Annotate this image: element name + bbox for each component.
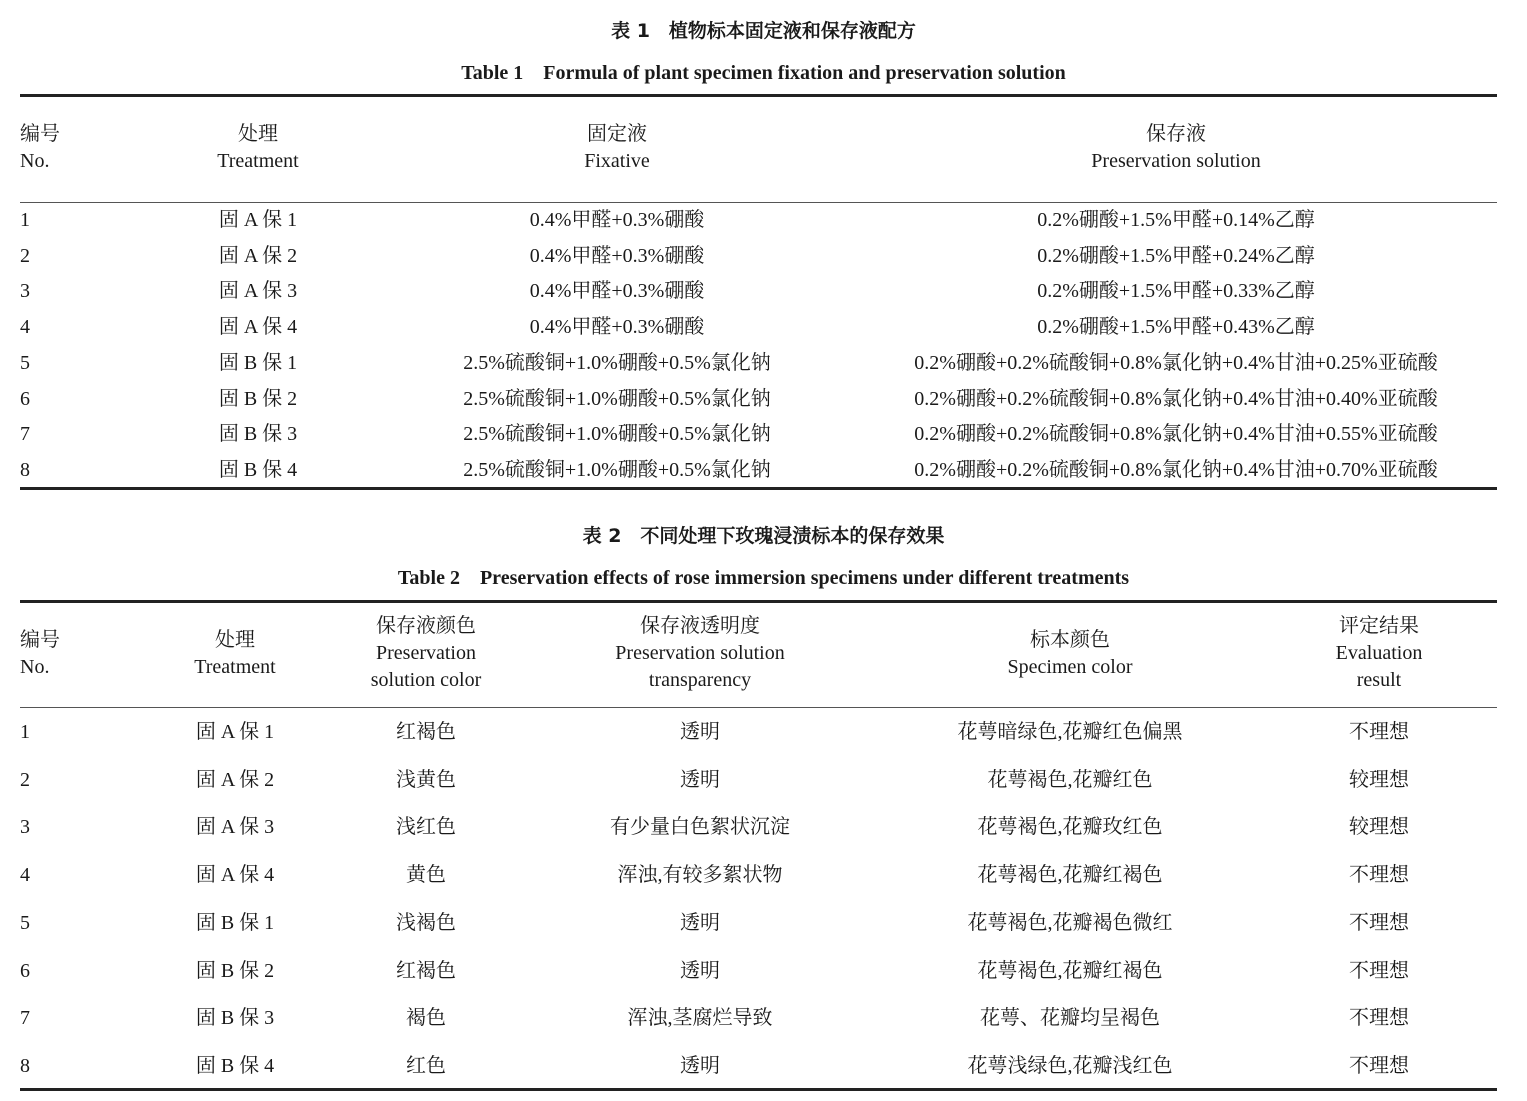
header-evaluation-en2: result	[1356, 669, 1402, 691]
header-no-cn: 编号	[20, 629, 60, 651]
header-treatment-cn: 处理	[237, 123, 278, 145]
cell-no: 1	[20, 721, 30, 743]
cell-transparency: 透明	[680, 911, 720, 934]
header-evaluation	[1336, 613, 1423, 694]
table-row	[0, 209, 1527, 239]
table-row	[0, 280, 1527, 310]
cell-specimen-color: 花萼、花瓣均呈褐色	[980, 1007, 1160, 1030]
cell-evaluation-result: 较理想	[1349, 816, 1409, 839]
cell-treatment: 固 A 保 3	[218, 280, 298, 303]
table-2-caption-cn: 表 2 不同处理下玫瑰浸渍标本的保存效果	[582, 525, 945, 547]
cell-evaluation-result: 不理想	[1349, 721, 1409, 743]
cell-treatment: 固 B 保 2	[218, 387, 298, 410]
table-row	[0, 960, 1527, 990]
header-solution-color-cn: 保存液颜色	[375, 615, 476, 637]
cell-evaluation-result: 不理想	[1349, 1054, 1409, 1077]
cell-specimen-color: 花萼褐色,花瓣红色	[987, 768, 1153, 791]
cell-preservation: 0.2%硼酸+0.2%硫酸铜+0.8%氯化钠+0.4%甘油+0.70%亚硫酸	[914, 458, 1438, 481]
header-transparency-cn: 保存液透明度	[640, 615, 760, 637]
cell-fixative: 0.4%甲醛+0.3%硼酸	[529, 244, 705, 267]
cell-no: 3	[20, 816, 30, 839]
header-evaluation-en1: Evaluation	[1335, 642, 1423, 664]
cell-solution-color: 褐色	[406, 1007, 446, 1030]
table-2-header-rule	[20, 707, 1497, 708]
header-specimen-color-en: Specimen color	[1007, 656, 1133, 678]
cell-no: 6	[20, 959, 30, 982]
cell-no: 4	[20, 864, 30, 887]
cell-solution-color: 红色	[406, 1054, 446, 1077]
cell-preservation: 0.2%硼酸+1.5%甲醛+0.43%乙醇	[1037, 316, 1315, 339]
cell-solution-color: 浅黄色	[396, 768, 456, 791]
cell-no: 6	[20, 387, 30, 410]
cell-treatment: 固 B 保 4	[195, 1054, 275, 1077]
cell-solution-color: 浅红色	[396, 816, 456, 839]
cell-transparency: 透明	[680, 959, 720, 982]
header-treatment	[217, 121, 298, 175]
table-1-caption-cn: 表 1 植物标本固定液和保存液配方	[611, 20, 916, 42]
cell-treatment: 固 B 保 1	[218, 351, 298, 374]
header-no	[20, 121, 60, 175]
cell-treatment: 固 A 保 2	[218, 244, 298, 267]
cell-evaluation-result: 较理想	[1349, 768, 1409, 791]
cell-fixative: 2.5%硫酸铜+1.0%硼酸+0.5%氯化钠	[463, 387, 771, 410]
cell-preservation: 0.2%硼酸+0.2%硫酸铜+0.8%氯化钠+0.4%甘油+0.40%亚硫酸	[914, 387, 1438, 410]
cell-solution-color: 浅褐色	[396, 911, 456, 934]
header-specimen-color	[1008, 627, 1133, 681]
cell-preservation: 0.2%硼酸+1.5%甲醛+0.14%乙醇	[1037, 209, 1315, 231]
cell-treatment: 固 B 保 4	[218, 458, 298, 481]
cell-specimen-color: 花萼褐色,花瓣褐色微红	[967, 911, 1173, 934]
cell-evaluation-result: 不理想	[1349, 1007, 1409, 1030]
table-row	[0, 769, 1527, 799]
table-row	[0, 352, 1527, 382]
cell-specimen-color: 花萼褐色,花瓣玫红色	[977, 816, 1163, 839]
header-preservation-en: Preservation solution	[1091, 150, 1261, 172]
cell-fixative: 0.4%甲醛+0.3%硼酸	[529, 316, 705, 339]
cell-evaluation-result: 不理想	[1349, 959, 1409, 982]
table-2-bottom-rule	[20, 1088, 1497, 1091]
table-row	[0, 388, 1527, 418]
header-solution-color-en1: Preservation	[376, 642, 476, 664]
cell-specimen-color: 花萼褐色,花瓣红褐色	[977, 959, 1163, 982]
cell-treatment: 固 B 保 3	[218, 423, 298, 446]
cell-no: 2	[20, 768, 30, 791]
cell-transparency: 透明	[680, 721, 720, 743]
header-treatment	[194, 627, 275, 681]
cell-no: 5	[20, 911, 30, 934]
header-treatment-en: Treatment	[217, 150, 299, 172]
cell-no: 8	[20, 1054, 30, 1077]
cell-treatment: 固 A 保 1	[218, 209, 298, 231]
table-row	[0, 423, 1527, 453]
cell-fixative: 0.4%甲醛+0.3%硼酸	[529, 280, 705, 303]
cell-specimen-color: 花萼褐色,花瓣红褐色	[977, 864, 1163, 887]
cell-transparency: 浑浊,茎腐烂导致	[627, 1007, 773, 1030]
cell-treatment: 固 A 保 3	[195, 816, 275, 839]
table-row	[0, 316, 1527, 346]
header-specimen-color-cn: 标本颜色	[1030, 629, 1110, 651]
table-1-header-rule	[20, 202, 1497, 203]
table-row	[0, 459, 1527, 489]
cell-no: 8	[20, 458, 30, 481]
cell-no: 5	[20, 351, 30, 374]
cell-transparency: 透明	[680, 1054, 720, 1077]
cell-fixative: 2.5%硫酸铜+1.0%硼酸+0.5%氯化钠	[463, 458, 771, 481]
header-no-en: No.	[20, 150, 50, 172]
header-solution-color	[371, 613, 482, 694]
cell-solution-color: 黄色	[406, 864, 446, 887]
header-preservation	[1091, 121, 1260, 175]
header-treatment-cn: 处理	[214, 629, 255, 651]
cell-solution-color: 红褐色	[396, 721, 456, 743]
header-fixative	[584, 121, 650, 175]
table-row	[0, 912, 1527, 942]
table-row	[0, 245, 1527, 275]
table-1-bottom-rule	[20, 487, 1497, 490]
cell-no: 4	[20, 316, 30, 339]
cell-treatment: 固 B 保 1	[195, 911, 275, 934]
cell-treatment: 固 A 保 2	[195, 768, 275, 791]
cell-treatment: 固 A 保 4	[218, 316, 298, 339]
header-fixative-en: Fixative	[584, 150, 650, 172]
cell-transparency: 有少量白色絮状沉淀	[610, 816, 790, 839]
cell-no: 7	[20, 423, 30, 446]
header-no-cn: 编号	[20, 123, 60, 145]
cell-no: 1	[20, 209, 30, 231]
header-solution-color-en2: solution color	[370, 669, 482, 691]
cell-specimen-color: 花萼浅绿色,花瓣浅红色	[967, 1054, 1173, 1077]
table-2-caption-en: Table 2 Preservation effects of rose immersion specimens under different treatments	[397, 567, 1130, 589]
header-preservation-cn: 保存液	[1146, 123, 1206, 145]
table-row	[0, 721, 1527, 751]
table-2-top-rule	[20, 600, 1497, 603]
cell-transparency: 透明	[680, 768, 720, 791]
table-1-top-rule	[20, 94, 1497, 97]
table-row	[0, 1055, 1527, 1085]
cell-transparency: 浑浊,有较多絮状物	[617, 864, 783, 887]
cell-no: 2	[20, 244, 30, 267]
cell-preservation: 0.2%硼酸+1.5%甲醛+0.24%乙醇	[1037, 244, 1315, 267]
cell-fixative: 2.5%硫酸铜+1.0%硼酸+0.5%氯化钠	[463, 351, 771, 374]
cell-evaluation-result: 不理想	[1349, 864, 1409, 887]
cell-preservation: 0.2%硼酸+0.2%硫酸铜+0.8%氯化钠+0.4%甘油+0.25%亚硫酸	[914, 351, 1438, 374]
cell-solution-color: 红褐色	[396, 959, 456, 982]
cell-fixative: 2.5%硫酸铜+1.0%硼酸+0.5%氯化钠	[463, 423, 771, 446]
cell-specimen-color: 花萼暗绿色,花瓣红色偏黑	[957, 721, 1183, 743]
cell-treatment: 固 B 保 2	[195, 959, 275, 982]
header-no-en: No.	[20, 656, 50, 678]
cell-no: 3	[20, 280, 30, 303]
header-evaluation-cn: 评定结果	[1338, 615, 1419, 637]
cell-treatment: 固 B 保 3	[195, 1007, 275, 1030]
cell-evaluation-result: 不理想	[1349, 911, 1409, 934]
table-row	[0, 1007, 1527, 1037]
cell-preservation: 0.2%硼酸+1.5%甲醛+0.33%乙醇	[1037, 280, 1315, 303]
cell-treatment: 固 A 保 4	[195, 864, 275, 887]
cell-treatment: 固 A 保 1	[195, 721, 275, 743]
header-transparency-en2: transparency	[648, 669, 752, 691]
header-fixative-cn: 固定液	[586, 123, 647, 145]
header-treatment-en: Treatment	[194, 656, 276, 678]
cell-preservation: 0.2%硼酸+0.2%硫酸铜+0.8%氯化钠+0.4%甘油+0.55%亚硫酸	[914, 423, 1438, 446]
header-transparency	[615, 613, 784, 694]
table-row	[0, 864, 1527, 894]
header-no	[20, 627, 60, 681]
table-row	[0, 816, 1527, 846]
cell-no: 7	[20, 1007, 30, 1030]
header-transparency-en1: Preservation solution	[615, 642, 785, 664]
table-1-caption-en: Table 1 Formula of plant specimen fixation and preservation solution	[461, 62, 1066, 84]
cell-fixative: 0.4%甲醛+0.3%硼酸	[529, 209, 705, 231]
